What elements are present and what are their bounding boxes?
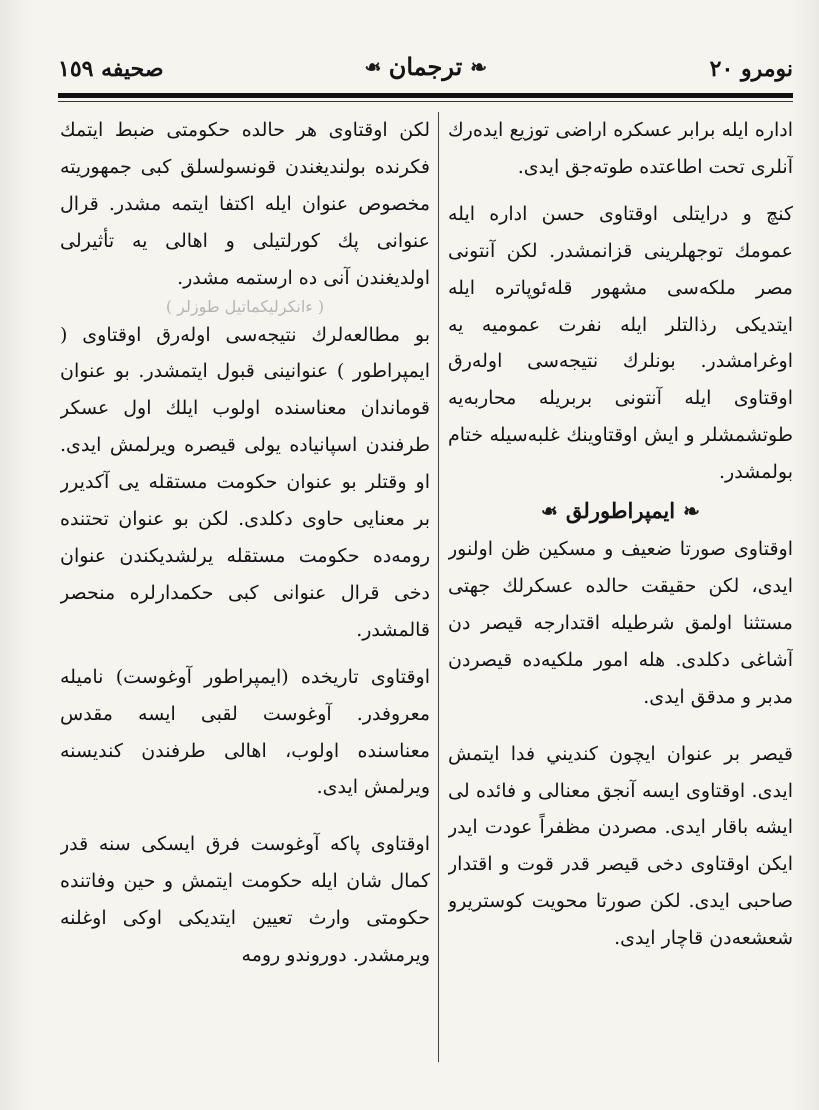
section-heading (448, 491, 793, 531)
ornament-left-icon: ❧ (470, 54, 488, 79)
publication-title-block (364, 52, 487, 81)
paragraph: اوقتاوى صورتا ضعيف و مسكين ظن اولنور ايدى، لكن حقيقت حالده عسكرلك جهتى مستثنا اولمق شرطيله اقتدارجه قيصر دن آشاغى دكلدى. هله امور ملكيه‌ده قيصردن مدبر و مدقق ايدى. (448, 538, 793, 708)
column-divider (438, 112, 439, 1062)
ornament-icon: ❧ (541, 499, 558, 524)
paragraph: كنچ و درايتلى اوقتاوى حسن اداره ايله عمومك توجهلرينى قزانمشدر. لكن آنتونى مصر ملكه‌سى مشهور قله‌ئوپاتره ايله ايتديكى رذالتلر ايله نفرت عموميه يه اوغرامشدر. بونلرك نتيجه‌سى اوله‌رق اوقتاوى ايله آنتونى بربريله محاربه‌يه طوتشمشلر و ايش اوقتاوينك غلبه‌سيله ختام بولمشدر. (448, 202, 793, 484)
paragraph: اوقتاوى پاكه آوغوست فرق ايسكى سنه قدر كمال شان ايله حكومت ايتمش و حين وفاتنده حكومتى وارث تعيين ايتديكى اوكى اوغلنه ويرمشدر. دوروندو رومه (60, 833, 430, 967)
publication-title: ترجمان (388, 52, 463, 81)
page-number: صحيفه ١٥٩ (58, 56, 164, 82)
ornament-right-icon: ❧ (363, 54, 381, 79)
header-rule-thin (58, 101, 793, 102)
issue-number: نومرو ٢٠ (709, 56, 793, 82)
page-header (58, 44, 793, 92)
ornament-icon: ❧ (683, 499, 700, 524)
faded-line: ( ءانكرليكماتيل طوزلر ) (165, 296, 325, 316)
paragraph: لكن اوقتاوى هر حالده حكومتى ضبط ايتمك فكرنده بولنديغندن قونسولسلق كبى جمهوريته مخصوص عنوان ايله اكتفا ايتمه مشدر. قرال عنوانى پك كورلتيلى و اهالى يه تأثيرلى اولديغندن آنى ده ارستمه مشدر. (60, 119, 430, 289)
section-heading-text: ايمپراطورلق (565, 498, 676, 524)
header-rule-thick (58, 93, 793, 98)
left-column (60, 112, 430, 1062)
paragraph: قيصر بر عنوان ايچون كنديني فدا ايتمش ايدى. اوقتاوى ايسه آنجق معنالى و فائده لى ايشه باقار ايدى. مصردن مظفراً عودت ايدر ايكن اوقتاوى دخى قيصر قدر قوت و اقتدار صاحبى ايدى. لكن صورتا محويت كوستريرو شعشعه‌دن قاچار ايدى. (448, 742, 793, 950)
right-column (448, 112, 793, 1062)
paragraph: بو مطالعه‌لرك نتيجه‌سى اوله‌رق اوقتاوى ( ايمپراطور ) عنوانينى قبول ايتمشدر. بو عنوان قوماندان معناسنده اولوب ايلك اول عسكر طرفندن اسپانياده يولى قيصره ويرلمش ايدى. او وقتلر بو عنوان حكومت مستقله يى آكديرر بر معنايى حاوى دكلدى. لكن بو عنوان تحتنده رومه‌ده حكومت مستقله يرلشديكندن عنوان دخى قرال عنوانى كبى حكمدارلره منحصر قالمشدر. (60, 323, 430, 641)
paragraph: اداره ايله برابر عسكره اراضى توزيع ايده‌رك آنلرى تحت اطاعتده طوته‌جق ايدى. (448, 119, 793, 178)
paragraph: اوقتاوى تاريخده (ايمپراطور آوغوست) ناميله معروفدر. آوغوست لقبى ايسه مقدس معناسنده اولوب، اهالى طرفندن كنديسنه ويرلمش ايدى. (60, 665, 430, 799)
